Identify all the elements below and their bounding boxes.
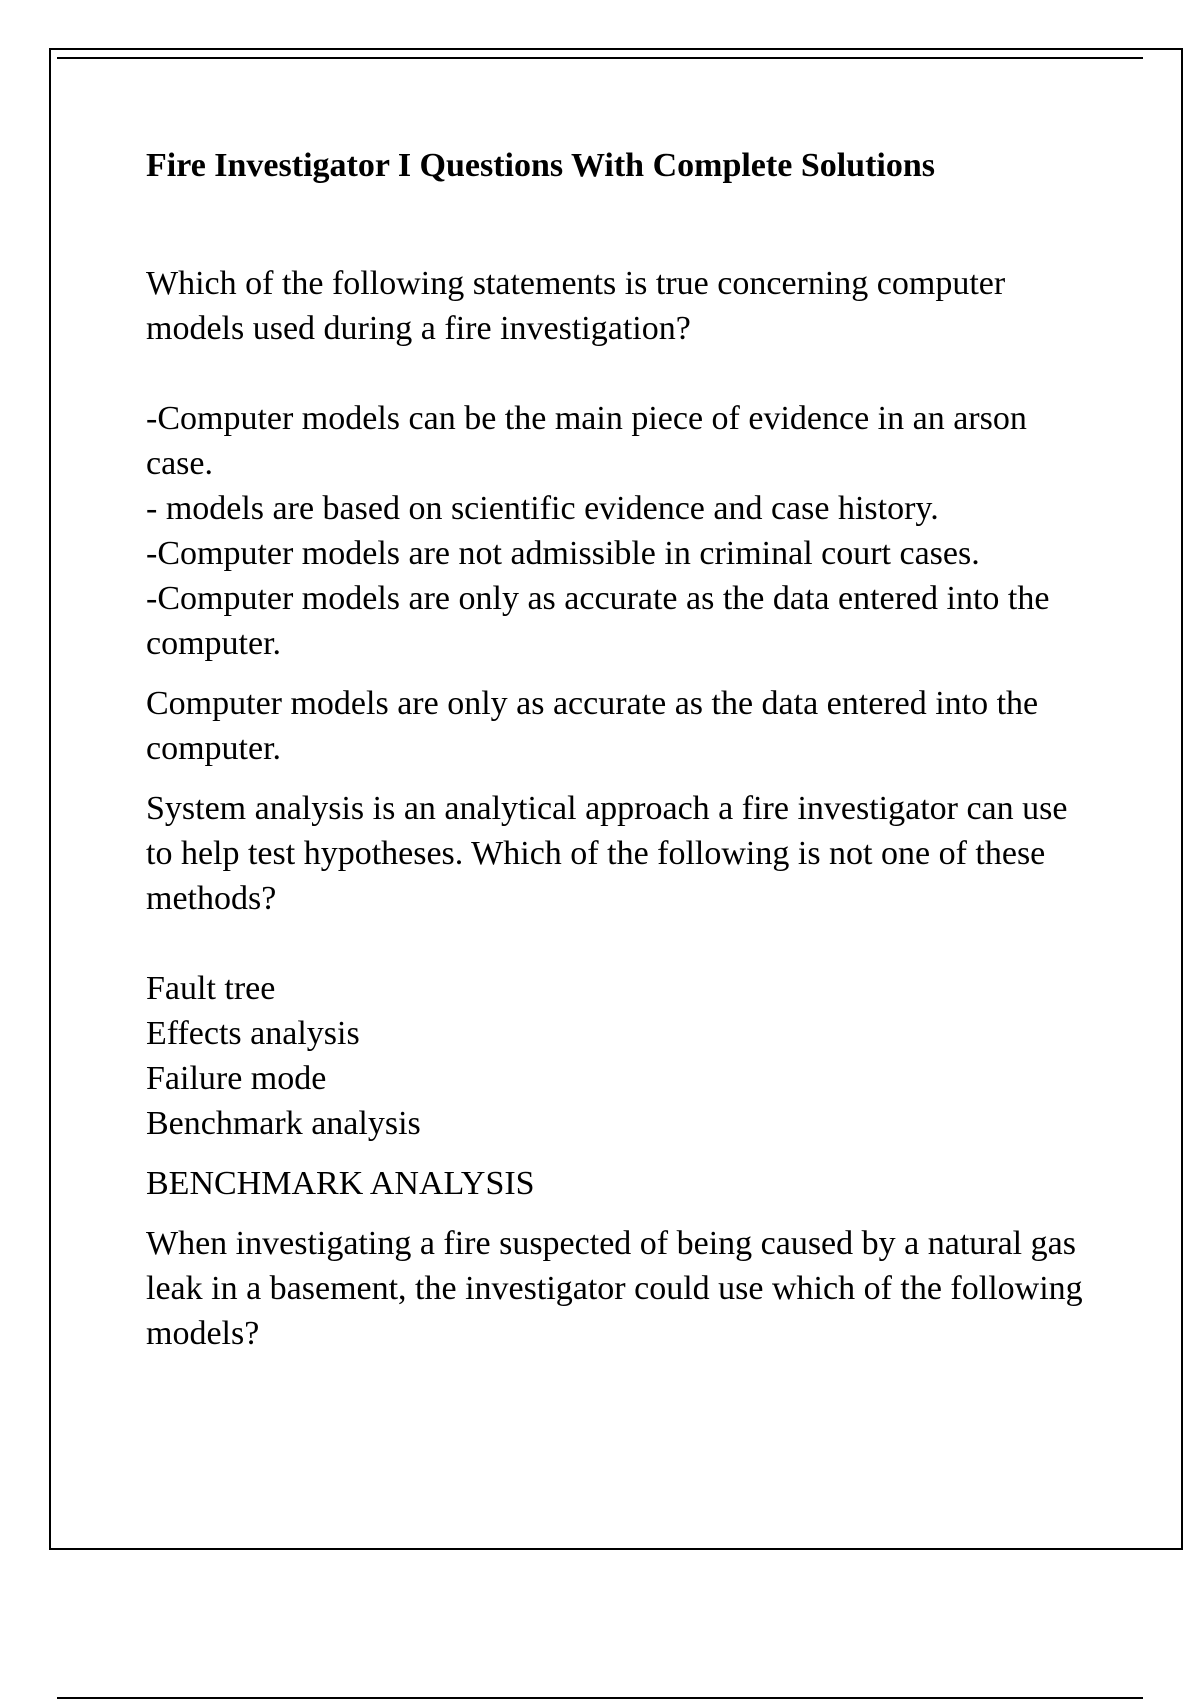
question-3: When investigating a fire suspected of being caused by a natural gas leak in a basement, the investigator could use which of the following models? bbox=[146, 1225, 1083, 1352]
question-2-option-3: Failure mode bbox=[146, 1060, 327, 1097]
document-title: Fire Investigator I Questions With Complete Solutions bbox=[146, 147, 935, 184]
top-rule-divider bbox=[57, 57, 1143, 59]
question-2-options bbox=[146, 966, 1096, 1146]
question-1-option-4: -Computer models are only as accurate as the data entered into the computer. bbox=[146, 580, 1050, 662]
question-2: System analysis is an analytical approach a fire investigator can use to help test hypotheses. Which of the following is not one of these methods? bbox=[146, 790, 1068, 917]
question-1-option-3: -Computer models are not admissible in criminal court cases. bbox=[146, 535, 980, 572]
question-1-options bbox=[146, 396, 1096, 666]
question-1: Which of the following statements is true concerning computer models used during a fire investigation? bbox=[146, 265, 1006, 347]
question-2-option-2: Effects analysis bbox=[146, 1015, 360, 1052]
question-2-option-4: Benchmark analysis bbox=[146, 1105, 421, 1142]
question-1-option-2: - models are based on scientific evidence and case history. bbox=[146, 490, 939, 527]
question-1-answer: Computer models are only as accurate as the data entered into the computer. bbox=[146, 685, 1039, 767]
question-2-option-1: Fault tree bbox=[146, 970, 276, 1007]
question-2-answer: BENCHMARK ANALYSIS bbox=[146, 1165, 535, 1202]
question-1-option-1: -Computer models can be the main piece of evidence in an arson case. bbox=[146, 400, 1027, 482]
document-body bbox=[146, 142, 1096, 1356]
bottom-rule-divider bbox=[57, 1697, 1143, 1699]
